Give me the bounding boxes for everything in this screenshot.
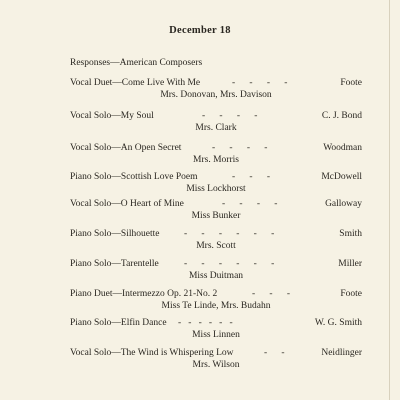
performer-names: Miss Duitman xyxy=(188,271,244,281)
performer-names: Mrs. Scott xyxy=(196,241,236,251)
composer-name: McDowell xyxy=(321,172,362,182)
composer-name: C. J. Bond xyxy=(321,111,362,121)
program-item xyxy=(70,111,362,137)
piece-title: Piano Solo—Elfin Dance xyxy=(70,318,167,328)
section-heading: Responses—American Composers xyxy=(70,58,203,68)
composer-name: Foote xyxy=(340,78,362,88)
page-title: December 18 xyxy=(169,25,231,36)
composer-name: Galloway xyxy=(325,199,362,209)
performer-names: Miss Linnen xyxy=(192,330,240,340)
performer-names: Mrs. Morris xyxy=(193,155,239,165)
performer-names: Mrs. Wilson xyxy=(192,360,240,370)
composer-name: Smith xyxy=(339,229,362,239)
page-edge-shadow xyxy=(389,0,390,400)
performer-names: Mrs. Donovan, Mrs. Davison xyxy=(160,90,272,100)
composer-name: W. G. Smith xyxy=(314,318,362,328)
program-item xyxy=(70,259,362,285)
program-item xyxy=(70,289,362,315)
performer-names: Miss Lockhorst xyxy=(186,184,246,194)
leader-dashes: - - - - xyxy=(202,111,258,121)
performer-names: Miss Te Linde, Mrs. Budahn xyxy=(161,301,271,311)
program-item xyxy=(70,229,362,255)
program-item xyxy=(70,318,362,344)
composer-name: Neidlinger xyxy=(321,348,362,358)
piece-title: Piano Solo—Silhouette xyxy=(70,229,160,239)
leader-dashes: - - - - xyxy=(222,199,278,209)
piece-title: Vocal Solo—The Wind is Whispering Low xyxy=(70,348,234,358)
leader-dashes: - - - - xyxy=(212,143,268,153)
program-item xyxy=(70,199,362,225)
leader-dashes: - - - - xyxy=(232,78,288,88)
leader-dashes: - - - - - - xyxy=(178,318,233,328)
leader-dashes: - - - - - - xyxy=(184,229,275,239)
piece-title: Vocal Solo—My Soul xyxy=(70,111,154,121)
program-item xyxy=(70,348,362,374)
leader-dashes: - - - xyxy=(252,289,290,299)
piece-title: Vocal Duet—Come Live With Me xyxy=(70,78,201,88)
performer-names: Mrs. Clark xyxy=(195,123,237,133)
piece-title: Vocal Solo—An Open Secret xyxy=(70,143,182,153)
program-item xyxy=(70,78,362,104)
performer-names: Miss Bunker xyxy=(191,211,241,221)
piece-title: Piano Solo—Tarentelle xyxy=(70,259,159,269)
piece-title: Piano Solo—Scottish Love Poem xyxy=(70,172,198,182)
leader-dashes: - - xyxy=(264,348,285,358)
leader-dashes: - - - - - - xyxy=(184,259,275,269)
composer-name: Woodman xyxy=(323,143,362,153)
program-item xyxy=(70,172,362,198)
composer-name: Miller xyxy=(338,259,362,269)
piece-title: Vocal Solo—O Heart of Mine xyxy=(70,199,184,209)
composer-name: Foote xyxy=(340,289,362,299)
leader-dashes: - - - xyxy=(232,172,270,182)
program-item xyxy=(70,143,362,169)
piece-title: Piano Duet—Intermezzo Op. 21-No. 2 xyxy=(70,289,218,299)
